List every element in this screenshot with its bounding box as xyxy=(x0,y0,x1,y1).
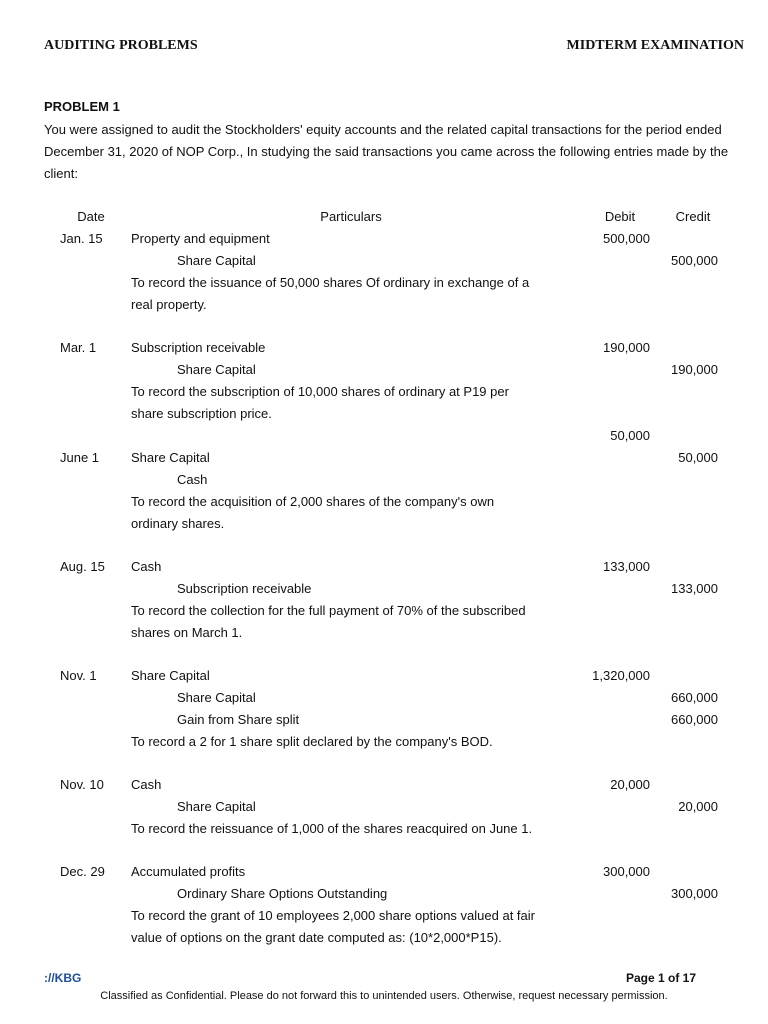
entry-debit: 1,320,000 xyxy=(592,668,650,683)
entry-date: Jan. 15 xyxy=(60,231,103,246)
entry-particulars: share subscription price. xyxy=(131,406,272,421)
table-row xyxy=(0,578,768,600)
table-row xyxy=(0,250,768,272)
table-row xyxy=(0,513,768,535)
problem-intro: You were assigned to audit the Stockholders' equity accounts and the related capital transactions for the period ended December 31, 2020 of NOP Corp., In studying the said transactions you came across the following entries made by the client: xyxy=(44,122,729,181)
table-row xyxy=(0,294,768,316)
entry-particulars: Subscription receivable xyxy=(177,581,312,596)
entry-particulars: real property. xyxy=(131,297,207,312)
entry-credit: 50,000 xyxy=(678,450,718,465)
table-row xyxy=(0,818,768,840)
header-course-title: AUDITING PROBLEMS xyxy=(44,38,198,53)
entry-particulars: To record the subscription of 10,000 shares of ordinary at P19 per xyxy=(131,384,509,399)
table-row xyxy=(0,556,768,578)
entry-particulars: Share Capital xyxy=(177,362,256,377)
header-particulars: Particulars xyxy=(320,209,382,224)
table-row xyxy=(0,731,768,753)
entry-credit: 133,000 xyxy=(671,581,718,596)
table-row xyxy=(0,774,768,796)
entry-credit: 190,000 xyxy=(671,362,718,377)
entry-particulars: ordinary shares. xyxy=(131,516,225,531)
table-row xyxy=(0,883,768,905)
entry-particulars: Share Capital xyxy=(177,253,256,268)
entry-debit: 50,000 xyxy=(610,428,650,443)
entry-particulars: Share Capital xyxy=(177,690,256,705)
header-date: Date xyxy=(77,209,105,224)
entry-particulars: Share Capital xyxy=(131,668,210,683)
entry-credit: 500,000 xyxy=(671,253,718,268)
entry-date: Mar. 1 xyxy=(60,340,97,355)
entry-particulars: To record the acquisition of 2,000 shares of the company's own xyxy=(131,494,495,509)
table-row xyxy=(0,796,768,818)
entry-debit: 500,000 xyxy=(603,231,650,246)
entry-particulars: Share Capital xyxy=(177,799,256,814)
entry-particulars: value of options on the grant date computed as: (10*2,000*P15). xyxy=(131,930,502,945)
entry-date: Dec. 29 xyxy=(60,864,105,879)
entry-credit: 20,000 xyxy=(678,799,718,814)
header-debit: Debit xyxy=(604,209,636,224)
table-row xyxy=(0,425,768,447)
table-row xyxy=(0,665,768,687)
table-row xyxy=(0,447,768,469)
table-row xyxy=(0,381,768,403)
entry-particulars: Cash xyxy=(131,777,162,792)
table-row xyxy=(0,337,768,359)
table-row xyxy=(0,905,768,927)
entry-particulars: Gain from Share split xyxy=(177,712,300,727)
entry-particulars: Cash xyxy=(131,559,162,574)
entry-particulars: To record the collection for the full payment of 70% of the subscribed xyxy=(131,603,526,618)
entry-particulars: Cash xyxy=(177,472,208,487)
page-number: Page 1 of 17 xyxy=(625,971,696,985)
table-row xyxy=(0,403,768,425)
table-row xyxy=(0,469,768,491)
problem-title: PROBLEM 1 xyxy=(44,99,120,114)
table-row xyxy=(0,359,768,381)
entry-date: Nov. 10 xyxy=(60,777,104,792)
entry-credit: 660,000 xyxy=(671,712,718,727)
header-credit: Credit xyxy=(675,209,711,224)
entry-particulars: To record the issuance of 50,000 shares Of ordinary in exchange of a xyxy=(131,275,530,290)
entry-date: June 1 xyxy=(60,450,100,465)
entry-particulars: shares on March 1. xyxy=(131,625,243,640)
entry-particulars: Subscription receivable xyxy=(131,340,266,355)
table-row xyxy=(0,927,768,949)
entry-debit: 300,000 xyxy=(603,864,650,879)
entry-date: Aug. 15 xyxy=(60,559,105,574)
entry-debit: 133,000 xyxy=(603,559,650,574)
header-exam-title: MIDTERM EXAMINATION xyxy=(566,38,744,53)
entry-particulars: To record the grant of 10 employees 2,000 share options valued at fair xyxy=(131,908,535,923)
page-header xyxy=(44,38,744,58)
entry-particulars: Accumulated profits xyxy=(131,864,246,879)
entry-credit: 300,000 xyxy=(671,886,718,901)
table-row xyxy=(0,272,768,294)
table-row xyxy=(0,622,768,644)
entry-particulars: Ordinary Share Options Outstanding xyxy=(177,886,388,901)
table-header-row xyxy=(0,206,768,228)
table-row xyxy=(0,228,768,250)
table-row xyxy=(0,687,768,709)
confidentiality-notice: Classified as Confidential. Please do not forward this to unintended users. Otherwise, request necessary permission. xyxy=(100,990,668,1002)
entry-particulars: To record the reissuance of 1,000 of the shares reacquired on June 1. xyxy=(131,821,533,836)
entry-particulars: To record a 2 for 1 share split declared by the company's BOD. xyxy=(131,734,493,749)
entry-debit: 190,000 xyxy=(603,340,650,355)
footer-author-mark: ://KBG xyxy=(44,971,82,985)
entry-particulars: Share Capital xyxy=(131,450,210,465)
table-row xyxy=(0,600,768,622)
entry-particulars: Property and equipment xyxy=(131,231,270,246)
entry-date: Nov. 1 xyxy=(60,668,97,683)
entry-debit: 20,000 xyxy=(610,777,650,792)
table-row xyxy=(0,491,768,513)
table-row xyxy=(0,709,768,731)
table-row xyxy=(0,861,768,883)
entry-credit: 660,000 xyxy=(671,690,718,705)
